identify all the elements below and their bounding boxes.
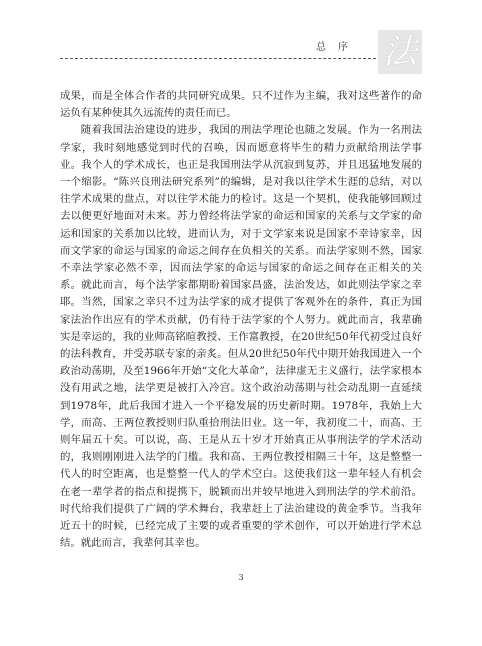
running-head-title: 总序 — [316, 42, 360, 53]
seal-character: 法 — [383, 32, 417, 72]
body-text — [60, 88, 422, 552]
paragraph-continued: 成果，而是全体合作者的共同研究成果。只不过作为主编，我对这些著作的命运负有某种使其久远流传的责任而已。 — [60, 90, 422, 120]
page-number: 3 — [238, 573, 244, 582]
paragraph: 随着我国法治建设的进步，我国的刑法学理论也随之发展。作为一名刑法学家，我时刻地感觉到时代的召唤，因而愿意将毕生的精力贡献给刑法学事业。我个人的学术成长，也正是我国刑法学从沉寂到复苏，并且迅猛地发展的一个缩影。“陈兴良刑法研究系列”的编辑，是对我以往学术生涯的总结，对以往学术成果的盘点，对以往学术能力的检讨。这是一个契机，使我能够回顾过去以便更好地面对未来。苏力曾经将法学家的命运和国家的关系与文学家的命运和国家的关系加以比较，进而认为，对于文学家来说是国家不幸诗家幸，因而文学家的命运与国家的命运之间存在负相关的关系。而法学家则不然，国家不幸法学家必然不幸，因而法学家的命运与国家的命运之间存在正相关的关系。就此而言，每个法学家都期盼着国家昌盛，法治发达，如此则法学家之幸耶。当然，国家之幸只不过为法学家的成才提供了客观外在的条件，真正为国家法治作出应有的学术贡献，仍有待于法学家的个人努力。就此而言，我辈确实是幸运的，我的业师高铭暄教授、王作富教授，在20世纪50年代初受过良好的法科教育，并受苏联专家的亲炙。但从20世纪50年代中期开始我国进入一个政治动荡期，及至1966年开始“文化大革命”，法律虚无主义盛行，法学家根本没有用武之地，法学更是被打入冷宫。这个政治动荡期与社会动乱期一直延续到1978年，此后我国才进入一个平稳发展的历史新时期。1978年，我始上大学，而高、王两位教授则归队重拾刑法旧业。这一年，我初度二十，而高、王则年届五十矣。可以说，高、王是从五十岁才开始真正从事刑法学的学术活动的，我则刚刚进入法学的门槛。我和高、王两位教授相隔三十年，这是整整一代人的时空距离，也是整整一代人的学术空白。这使我们这一辈年轻人有机会在老一辈学者的指点和提携下，脱颖而出并较早地进入到刑法学的学术前沿。时代给我们提供了广阔的学术舞台，我辈赶上了法治建设的黄金季节。当我年近五十的时候，已经完成了主要的或者重要的学术创作，可以开始进行学术总结。就此而言，我辈何其幸也。 — [60, 124, 422, 550]
page-header — [0, 0, 482, 70]
header-dashed-rule — [60, 58, 376, 59]
seal-emblem — [378, 30, 422, 74]
